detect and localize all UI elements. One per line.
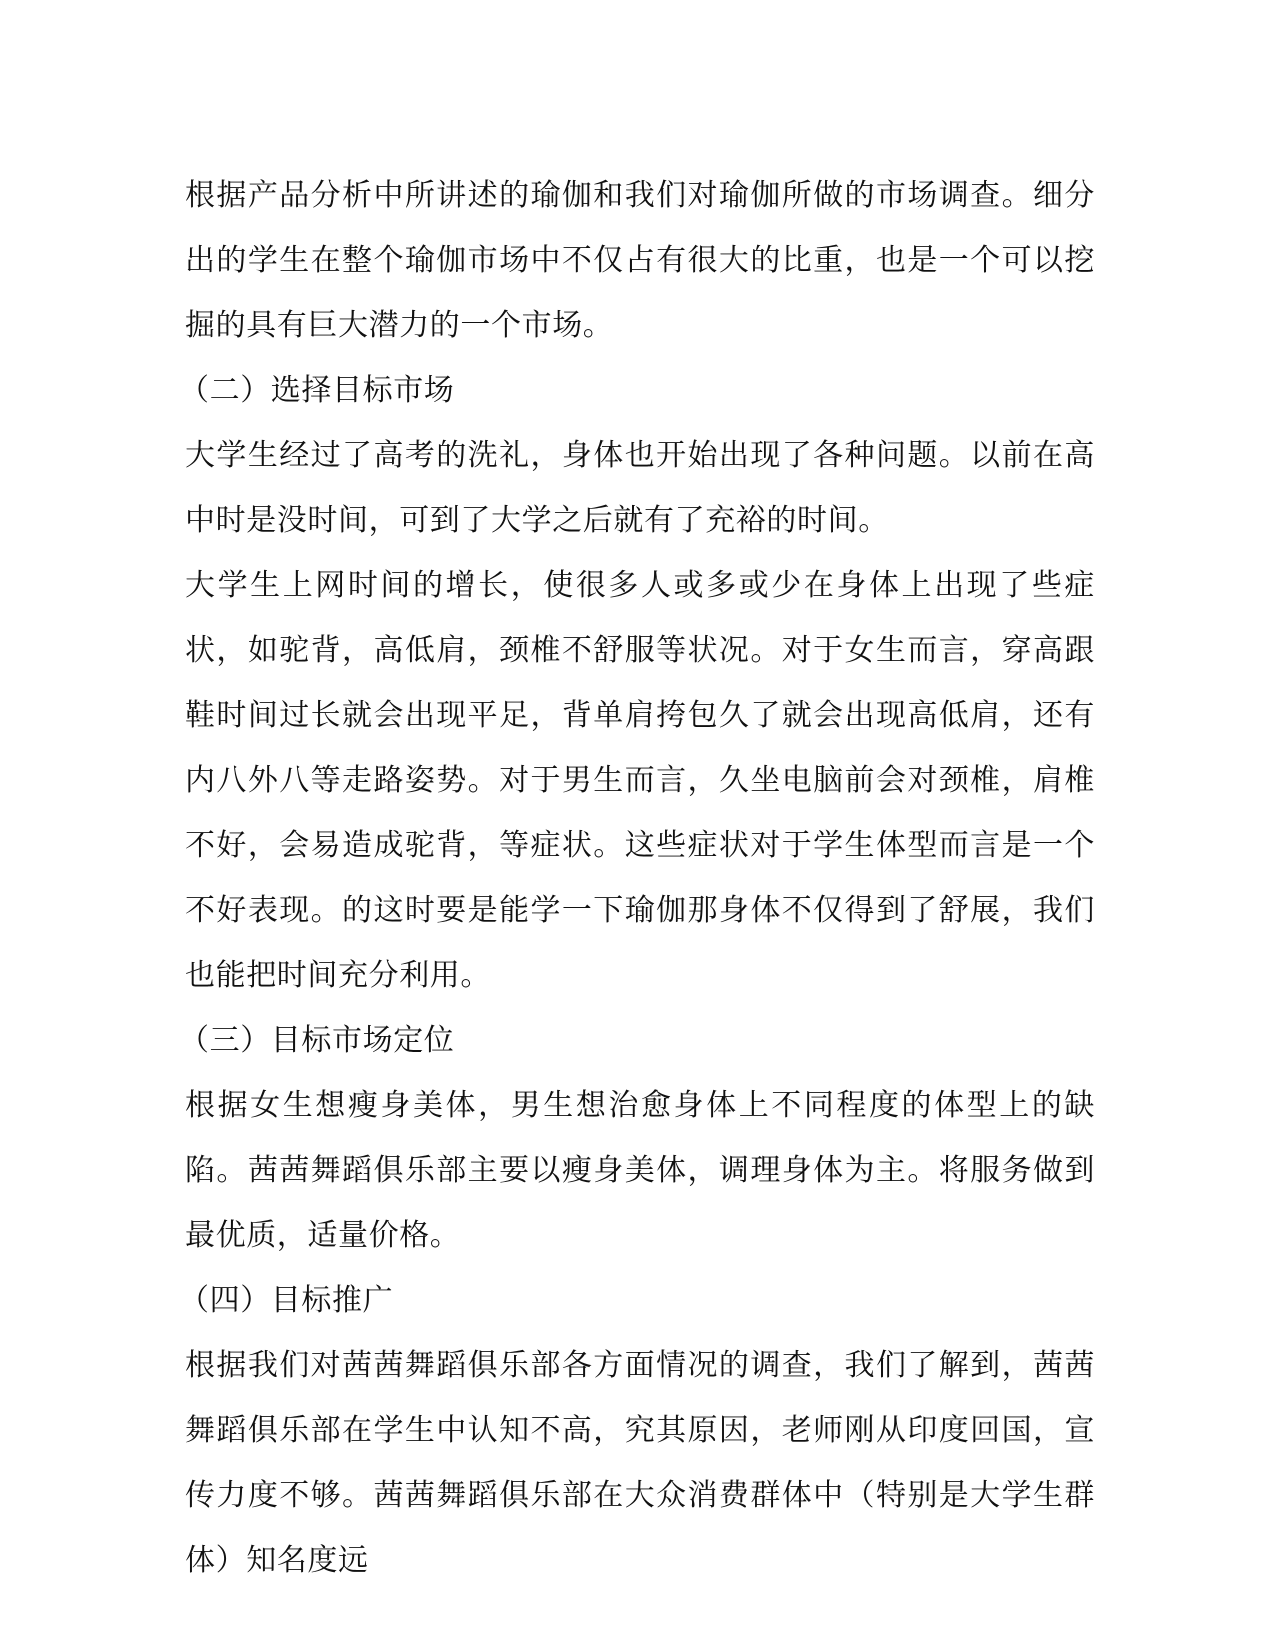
paragraph-promotion: 根据我们对茜茜舞蹈俱乐部各方面情况的调查，我们了解到，茜茜舞蹈俱乐部在学生中认知不高，究其原因，老师刚从印度回国，宣传力度不够。茜茜舞蹈俱乐部在大众消费群体中（特别是大学生群体）知名度远 xyxy=(185,1348,1095,1578)
paragraph-positioning: 根据女生想瘦身美体，男生想治愈身体上不同程度的体型上的缺陷。茜茜舞蹈俱乐部主要以瘦身美体，调理身体为主。将服务做到最优质，适量价格。 xyxy=(185,1088,1095,1253)
heading-select-target-market: （二）选择目标市场 xyxy=(179,373,455,408)
paragraph-market-segmentation: 根据产品分析中所讲述的瑜伽和我们对瑜伽所做的市场调查。细分出的学生在整个瑜伽市场中不仅占有很大的比重，也是一个可以挖掘的具有巨大潜力的一个市场。 xyxy=(185,178,1095,343)
heading-target-promotion: （四）目标推广 xyxy=(179,1283,394,1318)
heading-target-market-positioning: （三）目标市场定位 xyxy=(179,1023,455,1058)
paragraph-student-health: 大学生经过了高考的洗礼，身体也开始出现了各种问题。以前在高中时是没时间，可到了大学之后就有了充裕的时间。 xyxy=(185,438,1095,538)
document-body xyxy=(179,163,1095,1593)
paragraph-student-symptoms: 大学生上网时间的增长，使很多人或多或少在身体上出现了些症状，如驼背，高低肩，颈椎不舒服等状况。对于女生而言，穿高跟鞋时间过长就会出现平足，背单肩挎包久了就会出现高低肩，还有内八外八等走路姿势。对于男生而言，久坐电脑前会对颈椎，肩椎不好，会易造成驼背，等症状。这些症状对于学生体型而言是一个不好表现。的这时要是能学一下瑜伽那身体不仅得到了舒展，我们也能把时间充分利用。 xyxy=(185,568,1095,993)
